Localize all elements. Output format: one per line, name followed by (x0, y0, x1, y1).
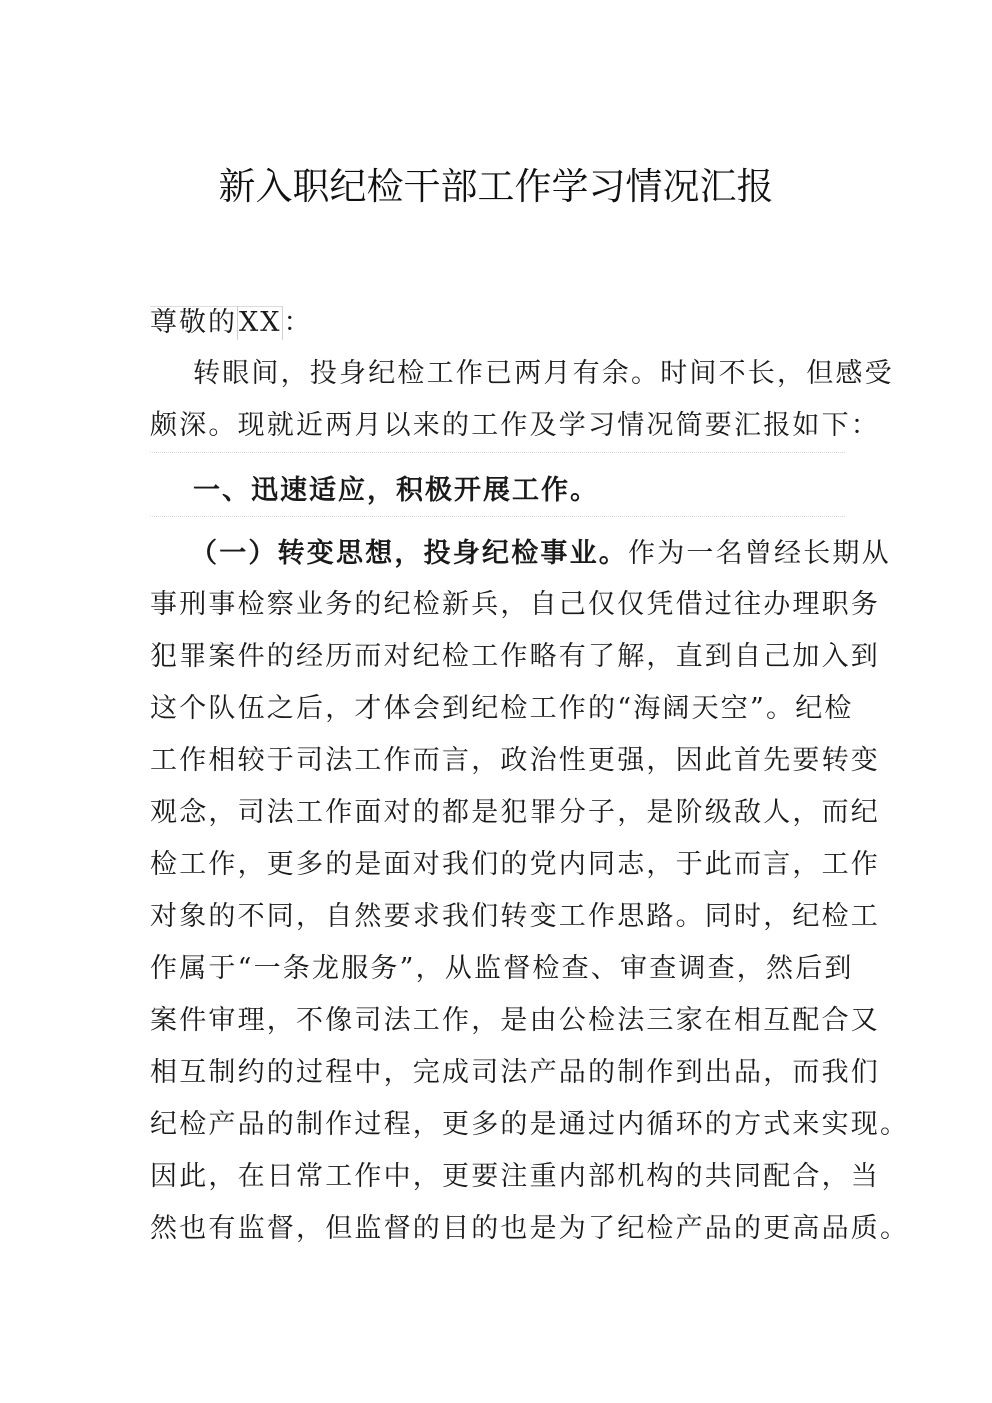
paragraph-line: 犯罪案件的经历而对纪检工作略有了解，直到自己加入到 (150, 641, 880, 672)
paragraph-line: 检工作，更多的是面对我们的党内同志，于此而言，工作 (150, 849, 880, 880)
paragraph-first-line-text: 作为一名曾经长期从 (628, 538, 891, 569)
paragraph-line: 纪检产品的制作过程，更多的是通过内循环的方式来实现。 (150, 1109, 910, 1140)
paragraph-line: 案件审理，不像司法工作，是由公检法三家在相互配合又 (150, 1005, 880, 1036)
section-heading: 一、迅速适应，积极开展工作。 (193, 475, 599, 506)
subsection-heading: （一）转变思想，投身纪检事业。 (190, 538, 628, 569)
paragraph-line: 观念，司法工作面对的都是犯罪分子，是阶级敌人，而纪 (150, 797, 880, 828)
paragraph-line: 然也有监督，但监督的目的也是为了纪检产品的更高品质。 (150, 1213, 910, 1244)
divider (150, 452, 845, 453)
paragraph-line: 对象的不同，自然要求我们转变工作思路。同时，纪检工 (150, 901, 880, 932)
salutation (150, 306, 312, 340)
paragraph-first-line (190, 537, 890, 571)
paragraph-line: 相互制约的过程中，完成司法产品的制作到出品，而我们 (150, 1057, 880, 1088)
salutation-suffix: ： (283, 307, 313, 338)
paragraph-line: 因此，在日常工作中，更要注重内部机构的共同配合，当 (150, 1161, 880, 1192)
intro-line: 颇深。现就近两月以来的工作及学习情况简要汇报如下： (150, 410, 880, 441)
paragraph-line: 作属于“一条龙服务”，从监督检查、审查调查，然后到 (150, 953, 854, 984)
intro-line: 转眼间，投身纪检工作已两月有余。时间不长，但感受 (193, 358, 894, 389)
document-title: 新入职纪检干部工作学习情况汇报 (218, 165, 774, 208)
paragraph-line: 事刑事检察业务的纪检新兵，自己仅仅凭借过往办理职务 (150, 589, 880, 620)
paragraph-line: 这个队伍之后，才体会到纪检工作的“海阔天空”。纪检 (150, 693, 854, 724)
paragraph-line: 工作相较于司法工作而言，政治性更强，因此首先要转变 (150, 745, 880, 776)
divider (150, 516, 845, 517)
salutation-name: XX (239, 307, 282, 338)
salutation-prefix: 尊敬的 (150, 307, 237, 338)
